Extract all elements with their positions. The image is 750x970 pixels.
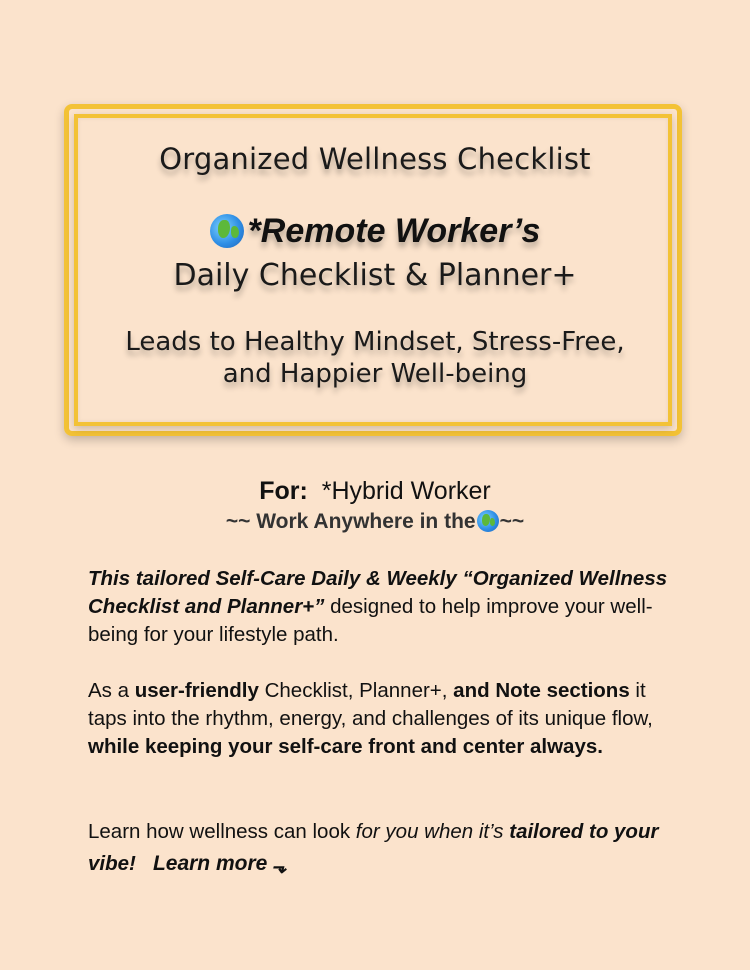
- intro-emphasis: This tailored Self-Care Daily & Weekly “Organized Wellness Checklist and Planner+”: [88, 567, 668, 618]
- globe-icon: [477, 510, 499, 532]
- learn-text-2: for you when it’s: [355, 820, 510, 843]
- page-title: Organized Wellness Checklist: [159, 142, 591, 176]
- learn-paragraph: [88, 816, 688, 880]
- tagline: [80, 326, 670, 390]
- features-text-4: and Note sections: [453, 679, 630, 702]
- tagline-line-2: and Happier Well-being: [222, 359, 528, 389]
- features-text-2: user-friendly: [134, 679, 259, 702]
- work-anywhere-line: [0, 510, 750, 534]
- subheadline: Daily Checklist & Planner+: [173, 258, 577, 293]
- intro-paragraph: [88, 565, 688, 649]
- features-paragraph: [88, 677, 688, 761]
- for-value: *Hybrid Worker: [321, 477, 491, 505]
- for-label: For:: [259, 477, 308, 505]
- features-text-6: while keeping your self-care front and center always.: [88, 735, 603, 758]
- audience-line: [0, 477, 750, 506]
- learn-text-1: Learn how wellness can look: [88, 820, 356, 843]
- globe-icon: [210, 214, 244, 248]
- features-text-5: it taps into the rhythm, energy, and challenges of its unique flow,: [88, 679, 653, 730]
- intro-rest: designed to help improve your well-being for your lifestyle path.: [88, 595, 653, 646]
- work-suffix: ~~: [499, 510, 525, 533]
- features-text-1: As a: [88, 679, 135, 702]
- headline-text: *Remote Worker’s: [247, 212, 541, 250]
- learn-more-label[interactable]: Learn more: [152, 852, 268, 875]
- learn-text-3: tailored to your vibe!: [88, 820, 659, 875]
- headline: [80, 212, 670, 251]
- arrow-icon[interactable]: ⬎: [271, 857, 287, 877]
- work-prefix: ~~ Work Anywhere in the: [225, 510, 476, 533]
- features-text-3: Checklist, Planner+,: [258, 679, 454, 702]
- tagline-line-1: Leads to Healthy Mindset, Stress-Free,: [125, 327, 625, 357]
- learn-more-link[interactable]: [153, 852, 286, 875]
